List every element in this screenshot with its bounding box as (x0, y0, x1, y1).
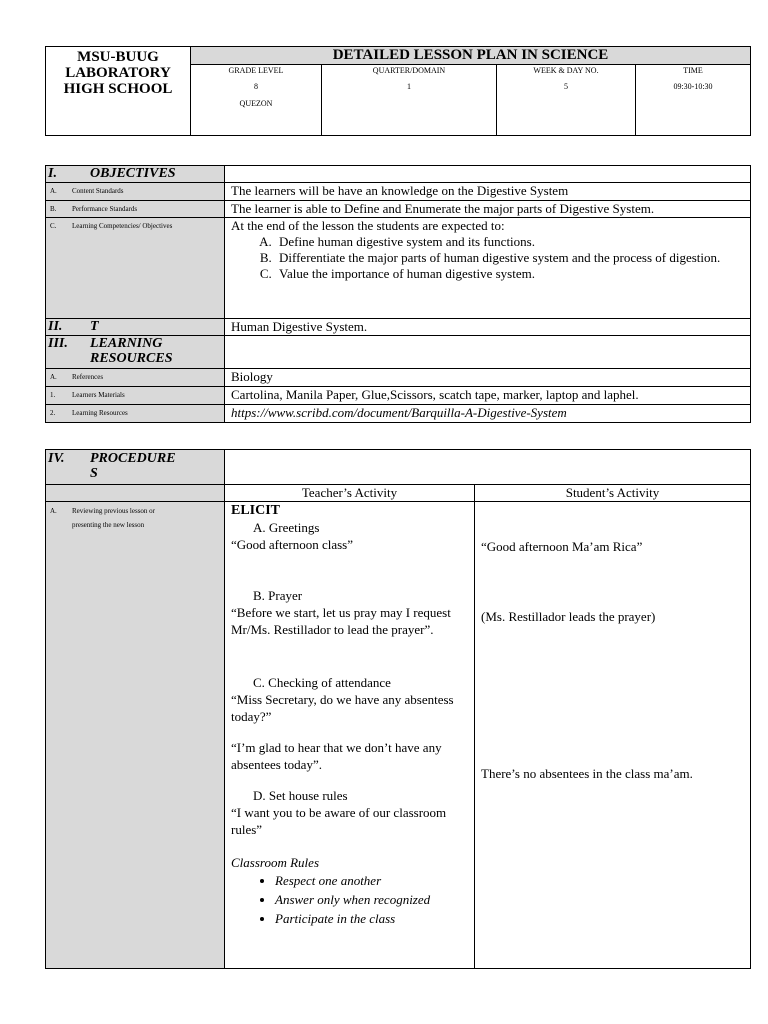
time-label: TIME (683, 66, 703, 75)
school-line: HIGH SCHOOL (63, 81, 173, 97)
school-name (46, 47, 191, 136)
list-item: A. Define human digestive system and its functions. (275, 234, 750, 250)
content-standards-label (46, 183, 225, 201)
resources-heading-blank (225, 336, 751, 369)
week-day-value: 5 (564, 82, 568, 91)
topic-heading (46, 319, 225, 336)
row-label: Learning Competencies/ Objectives (72, 222, 173, 230)
objectives-heading-blank (225, 166, 751, 183)
attendance-teacher-reply: “I’m glad to hear that we don’t have any absentees today”. (231, 740, 442, 772)
row-label: Learners Materials (72, 391, 125, 399)
elicit-heading: ELICIT (231, 503, 281, 518)
time-value: 09:30-10:30 (673, 82, 713, 91)
competencies-intro: At the end of the lesson the students are expected to: (231, 218, 505, 233)
content-standards-text: The learners will be have an knowledge on the Digestive System (225, 183, 751, 201)
section-title: T (90, 319, 99, 334)
list-item: • Participate in the class (275, 909, 474, 928)
row-label: Reviewing previous lesson or presenting the new lesson (72, 507, 156, 529)
school-line: MSU-BUUG (77, 49, 159, 65)
list-item: • Respect one another (275, 871, 474, 890)
list-item: B. Differentiate the major parts of human digestive system and the process of digestion. (275, 250, 750, 266)
week-day-cell (497, 65, 636, 136)
school-line: LABORATORY (65, 65, 171, 81)
student-activity-header: Student’s Activity (475, 485, 751, 502)
grade-level-label: GRADE LEVEL (228, 66, 284, 75)
topic-text: Human Digestive System. (225, 319, 751, 336)
procedures-label-blank (46, 485, 225, 502)
section-number: IV. (48, 451, 65, 466)
section-number: II. (48, 319, 63, 334)
greetings-title: A. Greetings (253, 520, 320, 535)
objectives-heading (46, 166, 225, 183)
performance-standards-label (46, 201, 225, 218)
row-number: A. (50, 187, 57, 195)
procedures-heading (46, 450, 225, 485)
quarter-value: 1 (407, 82, 411, 91)
attendance-title: C. Checking of attendance (253, 675, 391, 690)
prayer-title: B. Prayer (253, 588, 303, 603)
learning-resources-label (46, 405, 225, 423)
competencies-label (46, 218, 225, 319)
header-table (45, 46, 751, 136)
week-day-label: WEEK & DAY NO. (533, 66, 599, 75)
row-number: A. (50, 373, 57, 381)
section-number: III. (48, 336, 68, 351)
learners-materials-text: Cartolina, Manila Paper, Glue,Scissors, scatch tape, marker, laptop and laphel. (225, 387, 751, 405)
learning-resources-link[interactable]: https://www.scribd.com/document/Barquilla-A-Digestive-System (225, 405, 751, 423)
row-number: A. (50, 507, 57, 515)
row-number: 1. (50, 391, 56, 399)
section-title: OBJECTIVES (90, 166, 176, 181)
attendance-student-text: There’s no absentees in the class ma’am. (481, 766, 693, 781)
attendance-teacher-question: “Miss Secretary, do we have any absentess today?” (231, 692, 454, 724)
section-value: QUEZON (239, 99, 273, 108)
section-title: LEARNING RESOURCES (90, 336, 173, 366)
row-label: Performance Standards (72, 205, 138, 213)
prayer-student-text: (Ms. Restillador leads the prayer) (481, 609, 656, 624)
student-activity-cell (475, 502, 751, 969)
list-item: • Answer only when recognized (275, 890, 474, 909)
competencies-text (225, 218, 751, 319)
house-rules-title: D. Set house rules (253, 788, 348, 803)
classroom-rules-list (231, 871, 474, 928)
house-rules-teacher-text: “I want you to be aware of our classroom rules” (231, 805, 447, 837)
document-title: DETAILED LESSON PLAN IN SCIENCE (191, 47, 751, 65)
time-cell (636, 65, 751, 136)
references-label (46, 369, 225, 387)
row-number: C. (50, 222, 57, 230)
row-number: B. (50, 205, 57, 213)
procedure-row-label (46, 502, 225, 969)
row-label: Content Standards (72, 187, 124, 195)
classroom-rules-heading: Classroom Rules (231, 855, 319, 870)
competencies-list (231, 234, 750, 282)
greetings-teacher-text: “Good afternoon class” (231, 537, 354, 552)
greetings-student-text: “Good afternoon Ma’am Rica” (481, 539, 643, 554)
row-number: 2. (50, 409, 56, 417)
resources-heading (46, 336, 225, 369)
grade-level-cell (191, 65, 322, 136)
section-number: I. (48, 166, 57, 181)
procedures-table (45, 449, 751, 969)
row-label: References (72, 373, 104, 381)
teacher-activity-header: Teacher’s Activity (225, 485, 475, 502)
list-item: C. Value the importance of human digestive system. (275, 266, 750, 282)
quarter-cell (322, 65, 497, 136)
references-text: Biology (225, 369, 751, 387)
prayer-teacher-text: “Before we start, let us pray may I request Mr/Ms. Restillador to lead the prayer”. (231, 605, 451, 637)
section-title: PROCEDURE S (90, 451, 176, 481)
learners-materials-label (46, 387, 225, 405)
procedures-heading-blank (225, 450, 751, 485)
teacher-activity-cell (225, 502, 475, 969)
grade-level-value: 8 (254, 82, 258, 91)
quarter-label: QUARTER/DOMAIN (372, 66, 446, 75)
row-label: Learning Resources (72, 409, 128, 417)
performance-standards-text: The learner is able to Define and Enumerate the major parts of Digestive System. (225, 201, 751, 218)
objectives-table (45, 165, 751, 423)
